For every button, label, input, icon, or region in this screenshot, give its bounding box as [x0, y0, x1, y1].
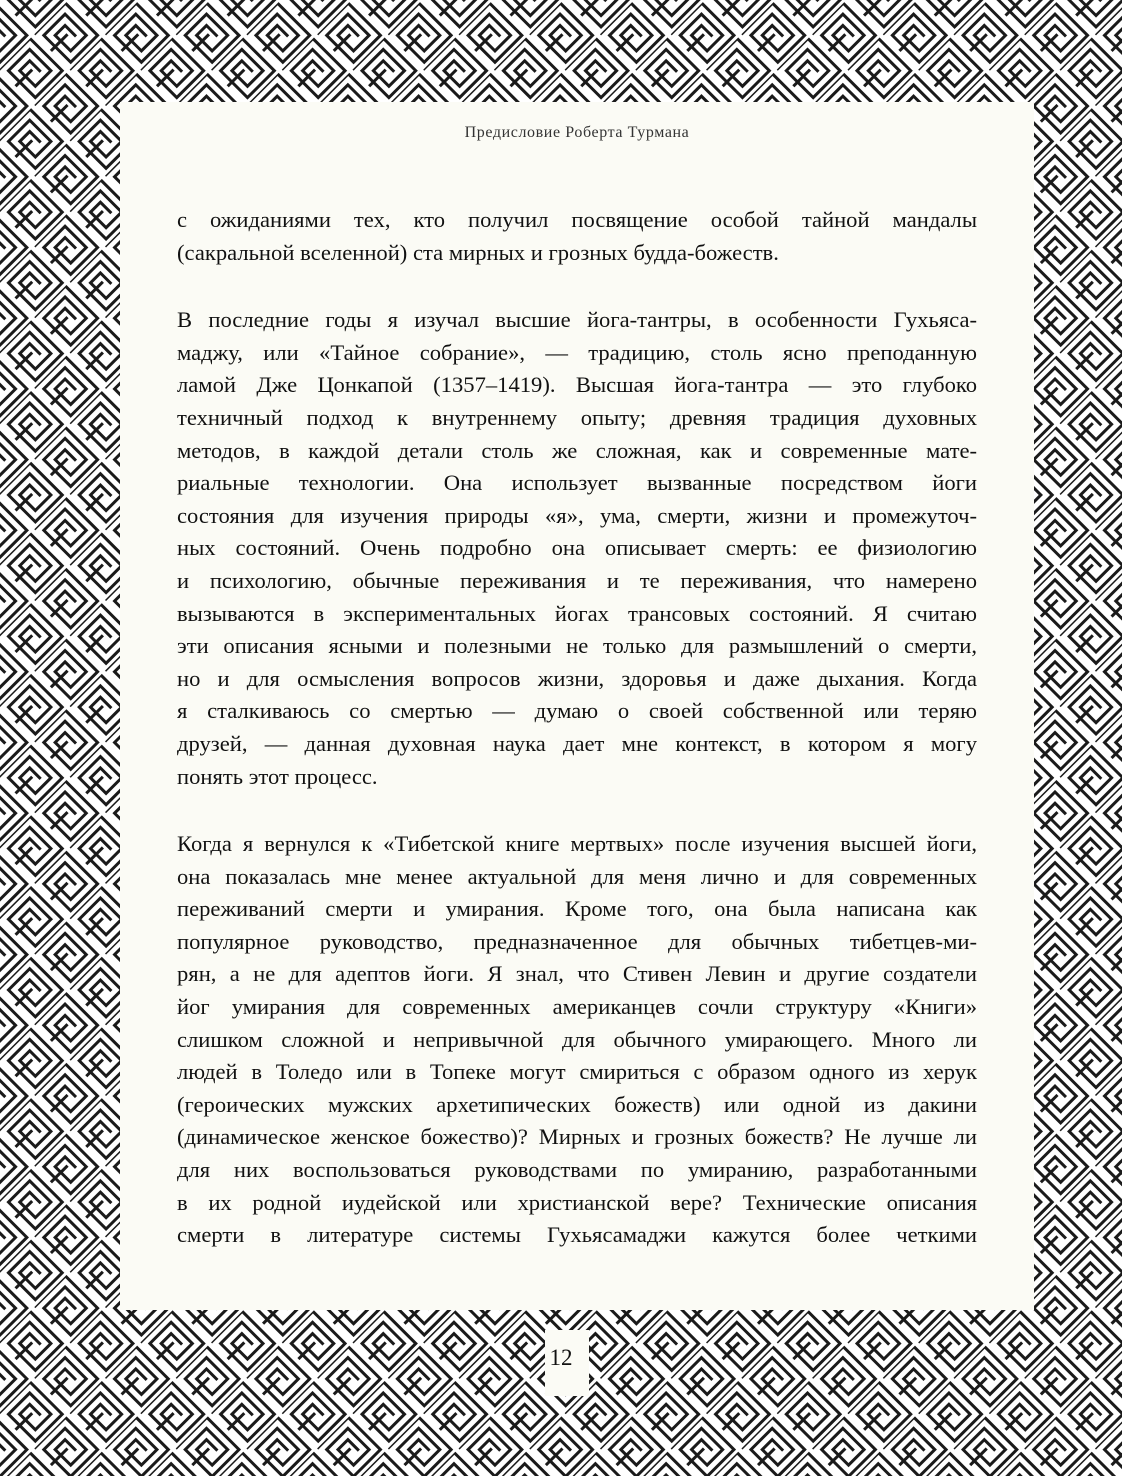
- body-text: [177, 204, 977, 1252]
- text-line: переживаний смерти и умирания. Кроме того, она была написана как: [177, 896, 977, 922]
- text-line: в их родной иудейской или христианской вере? Технические описания: [177, 1189, 977, 1215]
- page-content-panel: [120, 102, 1034, 1310]
- page-number: 12: [549, 1345, 573, 1370]
- text-line: (динамическое женское божество)? Мирных и грозных божеств? Не лучше ли: [177, 1124, 977, 1150]
- text-line: маджу, или «Тайное собрание», — традицию, столь ясно преподанную: [177, 339, 977, 365]
- text-line: друзей, — данная духовная наука дает мне контекст, в котором я могу: [177, 730, 977, 756]
- paragraph: [177, 304, 977, 793]
- text-line: смерти в литературе системы Гухьясамаджи кажутся более четкими: [177, 1222, 977, 1248]
- text-line: понять этот процесс.: [177, 763, 378, 789]
- text-line: я сталкиваюсь со смертью — думаю о своей собственной или теряю: [177, 698, 977, 724]
- text-line: рян, а не для адептов йоги. Я знал, что Стивен Левин и другие создатели: [177, 961, 977, 987]
- text-line: слишком сложной и непривычной для обычного умирающего. Много ли: [177, 1026, 977, 1052]
- text-line: она показалась мне менее актуальной для меня лично и для современных: [177, 863, 977, 889]
- text-line: но и для осмысления вопросов жизни, здоровья и даже дыхания. Когда: [177, 665, 977, 691]
- text-line: Когда я вернулся к «Тибетской книге мертвых» после изучения высшей йоги,: [177, 831, 977, 857]
- text-line: ных состояний. Очень подробно она описывает смерть: ее физиологию: [177, 535, 977, 561]
- text-line: состояния для изучения природы «я», ума, смерти, жизни и промежуточ-: [177, 502, 977, 528]
- text-line: эти описания ясными и полезными не только для размышлений о смерти,: [177, 633, 977, 659]
- text-line: ламой Дже Цонкапой (1357–1419). Высшая йога-тантра — это глубоко: [177, 372, 977, 398]
- text-line: (сакральной вселенной) ста мирных и грозных будда-божеств.: [177, 239, 779, 265]
- text-line: вызываются в экспериментальных йогах трансовых состояний. Я считаю: [177, 600, 977, 626]
- paragraph: [177, 204, 977, 269]
- paragraph: [177, 828, 977, 1252]
- text-line: и психологию, обычные переживания и те переживания, что намерено: [177, 567, 977, 593]
- running-header: Предисловие Роберта Турмана: [464, 124, 690, 141]
- text-line: йог умирания для современных американцев сочли структуру «Книги»: [177, 994, 977, 1020]
- text-line: В последние годы я изучал высшие йога-тантры, в особенности Гухьяса-: [177, 307, 977, 333]
- text-line: с ожиданиями тех, кто получил посвящение особой тайной мандалы: [177, 207, 977, 232]
- text-line: людей в Толедо или в Топеке могут смириться с образом одного из херук: [177, 1059, 977, 1085]
- text-line: для них воспользоваться руководствами по умиранию, разработанными: [177, 1157, 977, 1183]
- text-line: риальные технологии. Она использует вызванные посредством йоги: [177, 470, 977, 496]
- text-line: популярное руководство, предназначенное для обычных тибетцев-ми-: [177, 928, 977, 954]
- text-line: техничный подход к внутреннему опыту; древняя традиция духовных: [177, 404, 977, 430]
- text-line: (героических мужских архетипических божеств) или одной из дакини: [177, 1091, 977, 1117]
- text-line: методов, в каждой детали столь же сложная, как и современные мате-: [177, 437, 977, 463]
